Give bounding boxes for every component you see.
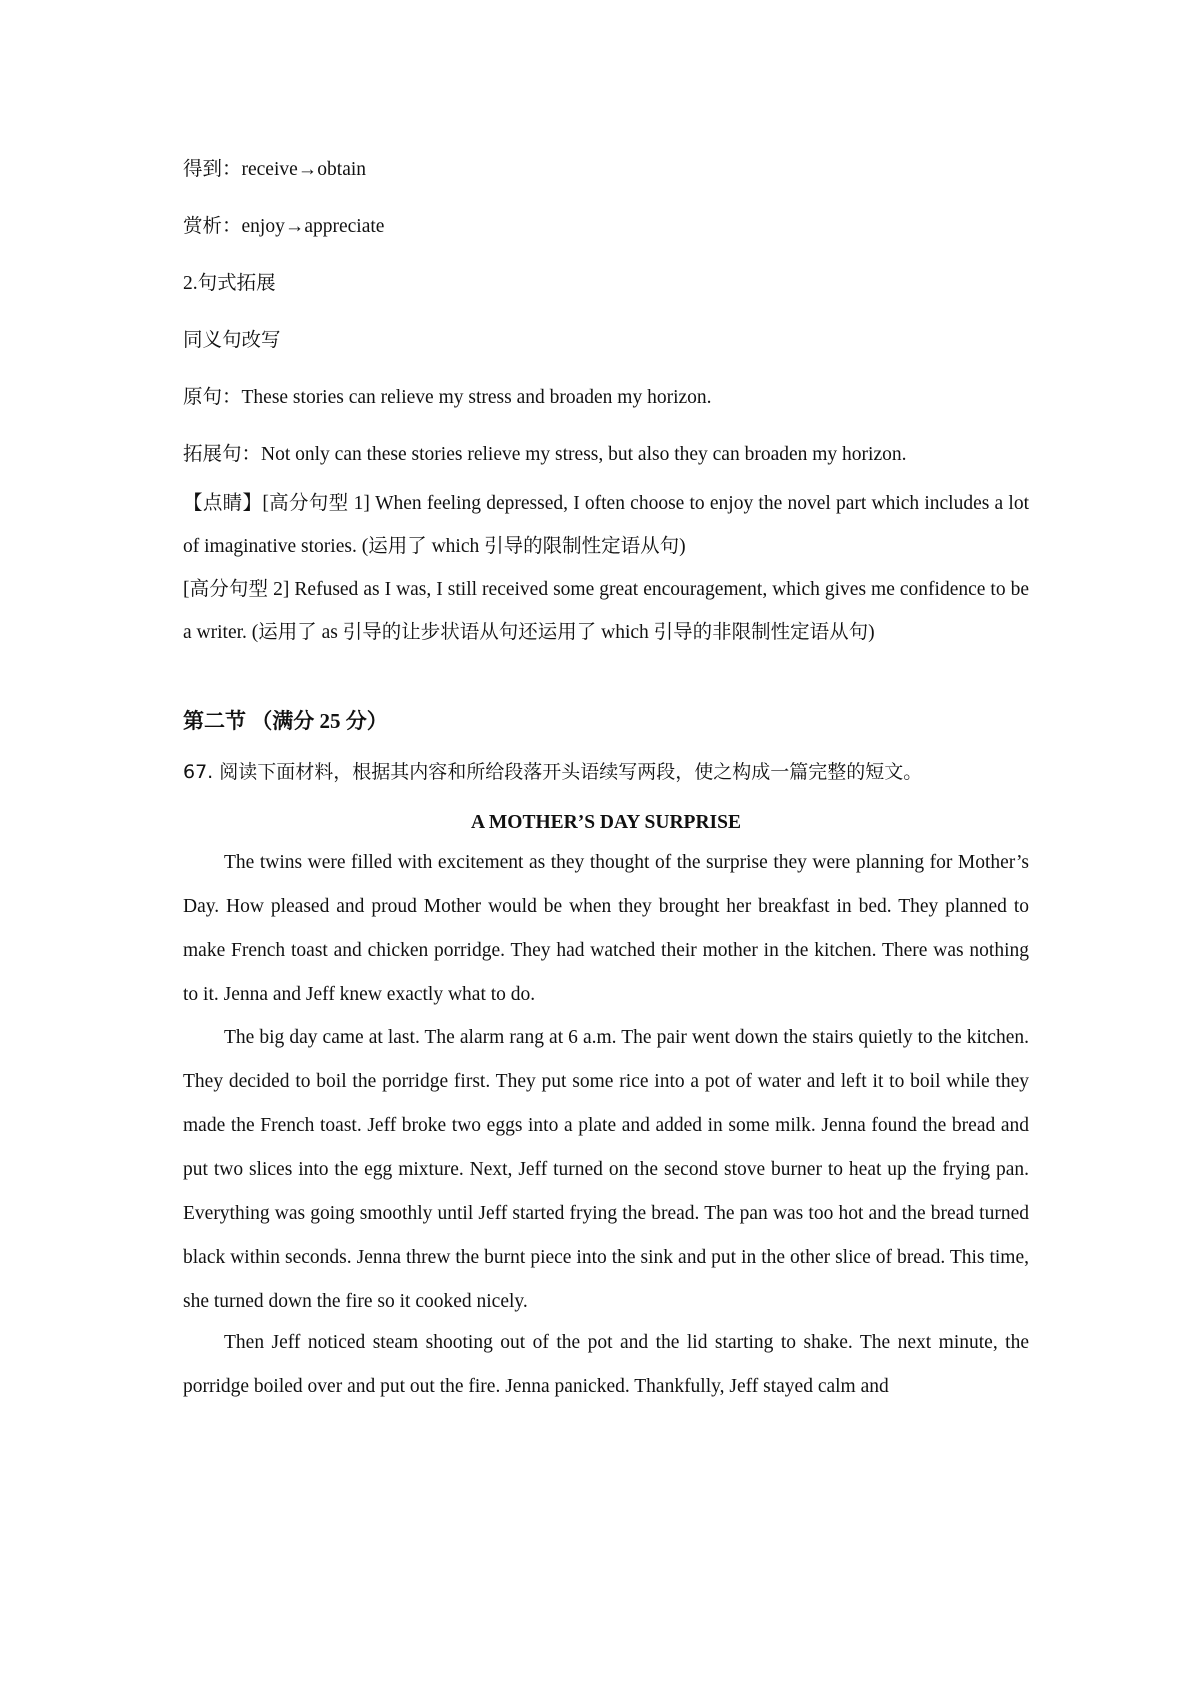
- part-heading: 第二节 （满分 25 分）: [183, 709, 388, 733]
- story-paragraph-2: The big day came at last. The alarm rang at 6 a.m. The pair went down the stairs quietly to the kitchen. They decided to boil the porridge first. They put some rice into a pot of water and left it to boil while they made the French toast. Jeff broke two eggs into a plate and added in some milk. Jenna found the bread and put two slices into the egg mixture. Next, Jeff turned on the second stove burner to heat up the frying pan. Everything was going smoothly until Jeff started frying the bread. The pan was too hot and the bread turned black within seconds. Jenna threw the burnt piece into the sink and put in the other slice of bread. This time, she turned down the fire so it cooked nicely.: [183, 1027, 1029, 1312]
- expanded-sentence: 拓展句：Not only can these stories relieve my stress, but also they can broaden my horizon.: [183, 444, 907, 465]
- story-title: A MOTHER’S DAY SURPRISE: [471, 812, 741, 833]
- vocab-item-obtain: 得到：receive→obtain: [183, 159, 367, 180]
- original-sentence: 原句：These stories can relieve my stress and broaden my horizon.: [183, 387, 712, 408]
- story-paragraph-3: Then Jeff noticed steam shooting out of the pot and the lid starting to shake. The next minute, the porridge boiled over and put out the fire. Jenna panicked. Thankfully, Jeff stayed calm and: [183, 1332, 1029, 1397]
- section-heading-sentence-expansion: 2.句式拓展: [183, 273, 276, 294]
- highlight-pattern-2: [高分句型 2] Refused as I was, I still received some great encouragement, which gives me confidence to be a writer. (运用了 as 引导的让步状语从句还运用了 which 引导的非限制性定语从句): [183, 579, 1029, 643]
- question-prompt: 67. 阅读下面材料，根据其内容和所给段落开头语续写两段，使之构成一篇完整的短文。: [183, 761, 923, 783]
- story-paragraph-1: The twins were filled with excitement as they thought of the surprise they were planning for Mother’s Day. How pleased and proud Mother would be when they brought her breakfast in bed. They planned to make French toast and chicken porridge. They had watched their mother in the kitchen. There was nothing to it. Jenna and Jeff knew exactly what to do.: [183, 852, 1029, 1005]
- highlight-pattern-1: 【点睛】[高分句型 1] When feeling depressed, I often choose to enjoy the novel part which includes a lot of imaginative stories. (运用了 which 引导的限制性定语从句): [183, 493, 1029, 557]
- vocab-item-appreciate: 赏析：enjoy→appreciate: [183, 216, 385, 237]
- subheading-synonym-rewrite: 同义句改写: [183, 330, 281, 351]
